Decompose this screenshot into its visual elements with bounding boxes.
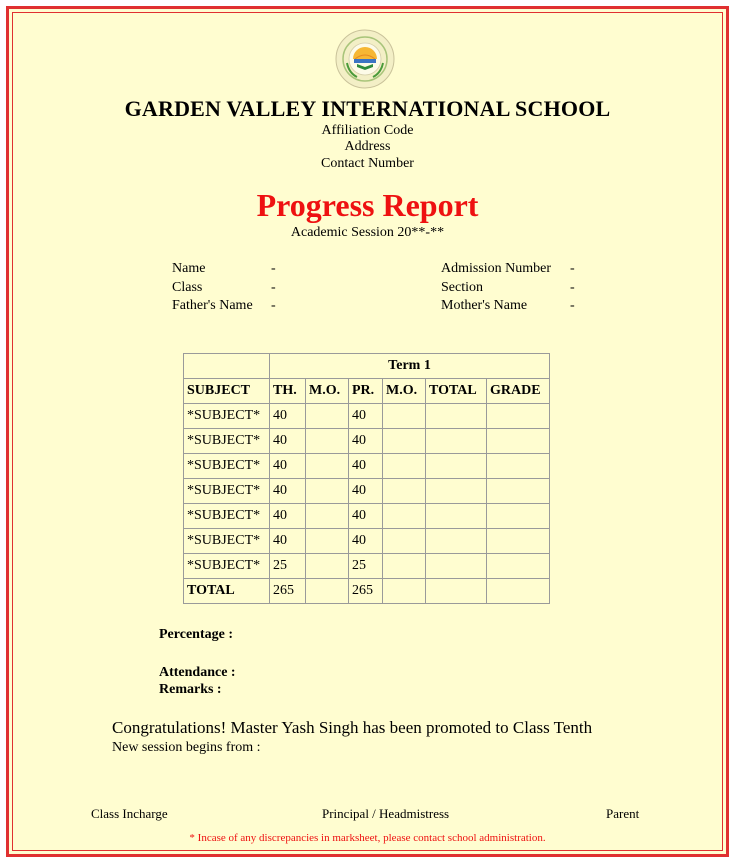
theory-cell: 40 xyxy=(270,404,306,429)
practical-obtained-cell xyxy=(383,504,426,529)
practical-obtained-cell xyxy=(383,429,426,454)
admission-number-label: Admission Number xyxy=(441,261,552,276)
total-cell xyxy=(426,429,487,454)
practical-obtained-total-cell xyxy=(383,579,426,604)
report-sheet xyxy=(6,6,729,857)
table-row xyxy=(184,529,550,554)
table-row xyxy=(184,429,550,454)
contact-number: Contact Number xyxy=(321,156,414,171)
table-row xyxy=(184,479,550,504)
theory-obtained-cell xyxy=(306,429,349,454)
column-header-row xyxy=(184,379,550,404)
practical-cell: 40 xyxy=(349,504,383,529)
practical-cell: 40 xyxy=(349,479,383,504)
grade-cell xyxy=(487,529,550,554)
class-value: - xyxy=(271,280,276,295)
term-label: Term 1 xyxy=(270,354,550,379)
subject-cell: *SUBJECT* xyxy=(184,554,270,579)
grade-cell xyxy=(487,404,550,429)
subject-cell: *SUBJECT* xyxy=(184,454,270,479)
section-label: Section xyxy=(441,280,483,295)
grade-cell xyxy=(487,429,550,454)
subject-cell: *SUBJECT* xyxy=(184,429,270,454)
grade-cell xyxy=(487,479,550,504)
attendance-label: Attendance : xyxy=(159,665,236,680)
total-cell xyxy=(426,504,487,529)
col-header-grade: GRADE xyxy=(487,379,550,404)
practical-cell: 40 xyxy=(349,529,383,554)
total-cell xyxy=(426,529,487,554)
percentage-label: Percentage : xyxy=(159,627,233,642)
academic-session: Academic Session 20**-** xyxy=(290,225,445,240)
table-row xyxy=(184,554,550,579)
subject-cell: *SUBJECT* xyxy=(184,504,270,529)
class-incharge-signature: Class Incharge xyxy=(91,806,168,821)
term-corner-cell xyxy=(184,354,270,379)
grand-total-cell xyxy=(426,579,487,604)
school-crest-icon xyxy=(335,29,395,89)
class-label: Class xyxy=(172,280,203,295)
grade-cell xyxy=(487,554,550,579)
grade-total-cell xyxy=(487,579,550,604)
practical-cell: 40 xyxy=(349,454,383,479)
practical-total-cell: 265 xyxy=(349,579,383,604)
col-header-theory-obtained: M.O. xyxy=(306,379,349,404)
theory-obtained-cell xyxy=(306,404,349,429)
total-row xyxy=(184,579,550,604)
school-address: Address xyxy=(344,139,391,154)
remarks-label: Remarks : xyxy=(159,682,222,697)
theory-total-cell: 265 xyxy=(270,579,306,604)
theory-cell: 40 xyxy=(270,479,306,504)
new-session-label: New session begins from : xyxy=(112,740,261,755)
practical-obtained-cell xyxy=(383,479,426,504)
col-header-theory: TH. xyxy=(270,379,306,404)
table-row xyxy=(184,454,550,479)
name-value: - xyxy=(271,261,276,276)
mother-name-label: Mother's Name xyxy=(441,298,528,313)
total-label-cell: TOTAL xyxy=(184,579,270,604)
practical-cell: 25 xyxy=(349,554,383,579)
affiliation-code: Affiliation Code xyxy=(321,123,414,138)
total-cell xyxy=(426,554,487,579)
theory-obtained-cell xyxy=(306,529,349,554)
theory-cell: 40 xyxy=(270,529,306,554)
report-title: Progress Report xyxy=(256,187,479,223)
school-name: GARDEN VALLEY INTERNATIONAL SCHOOL xyxy=(124,96,611,121)
principal-signature: Principal / Headmistress xyxy=(322,806,450,821)
practical-cell: 40 xyxy=(349,404,383,429)
parent-signature: Parent xyxy=(606,806,640,821)
total-cell xyxy=(426,479,487,504)
theory-obtained-cell xyxy=(306,504,349,529)
col-header-practical: PR. xyxy=(349,379,383,404)
theory-cell: 25 xyxy=(270,554,306,579)
table-row xyxy=(184,504,550,529)
theory-cell: 40 xyxy=(270,429,306,454)
table-row xyxy=(184,404,550,429)
father-name-value: - xyxy=(271,298,276,313)
term-header-row xyxy=(184,354,550,379)
col-header-practical-obtained: M.O. xyxy=(383,379,426,404)
theory-obtained-cell xyxy=(306,454,349,479)
theory-cell: 40 xyxy=(270,504,306,529)
theory-obtained-total-cell xyxy=(306,579,349,604)
grade-cell xyxy=(487,454,550,479)
father-name-label: Father's Name xyxy=(172,298,253,313)
practical-obtained-cell xyxy=(383,529,426,554)
subject-cell: *SUBJECT* xyxy=(184,404,270,429)
theory-obtained-cell xyxy=(306,554,349,579)
total-cell xyxy=(426,404,487,429)
col-header-total: TOTAL xyxy=(426,379,487,404)
practical-cell: 40 xyxy=(349,429,383,454)
grade-cell xyxy=(487,504,550,529)
promotion-message: Congratulations! Master Yash Singh has been promoted to Class Tenth xyxy=(112,718,593,737)
col-header-subject: SUBJECT xyxy=(184,379,270,404)
discrepancy-disclaimer: * Incase of any discrepancies in marksheet, please contact school administration. xyxy=(189,832,546,844)
total-cell xyxy=(426,454,487,479)
name-label: Name xyxy=(172,261,206,276)
practical-obtained-cell xyxy=(383,554,426,579)
subject-cell: *SUBJECT* xyxy=(184,479,270,504)
mother-name-value: - xyxy=(570,298,575,313)
admission-number-value: - xyxy=(570,261,575,276)
subject-cell: *SUBJECT* xyxy=(184,529,270,554)
practical-obtained-cell xyxy=(383,404,426,429)
practical-obtained-cell xyxy=(383,454,426,479)
theory-cell: 40 xyxy=(270,454,306,479)
theory-obtained-cell xyxy=(306,479,349,504)
marks-table xyxy=(183,353,550,604)
section-value: - xyxy=(570,280,575,295)
